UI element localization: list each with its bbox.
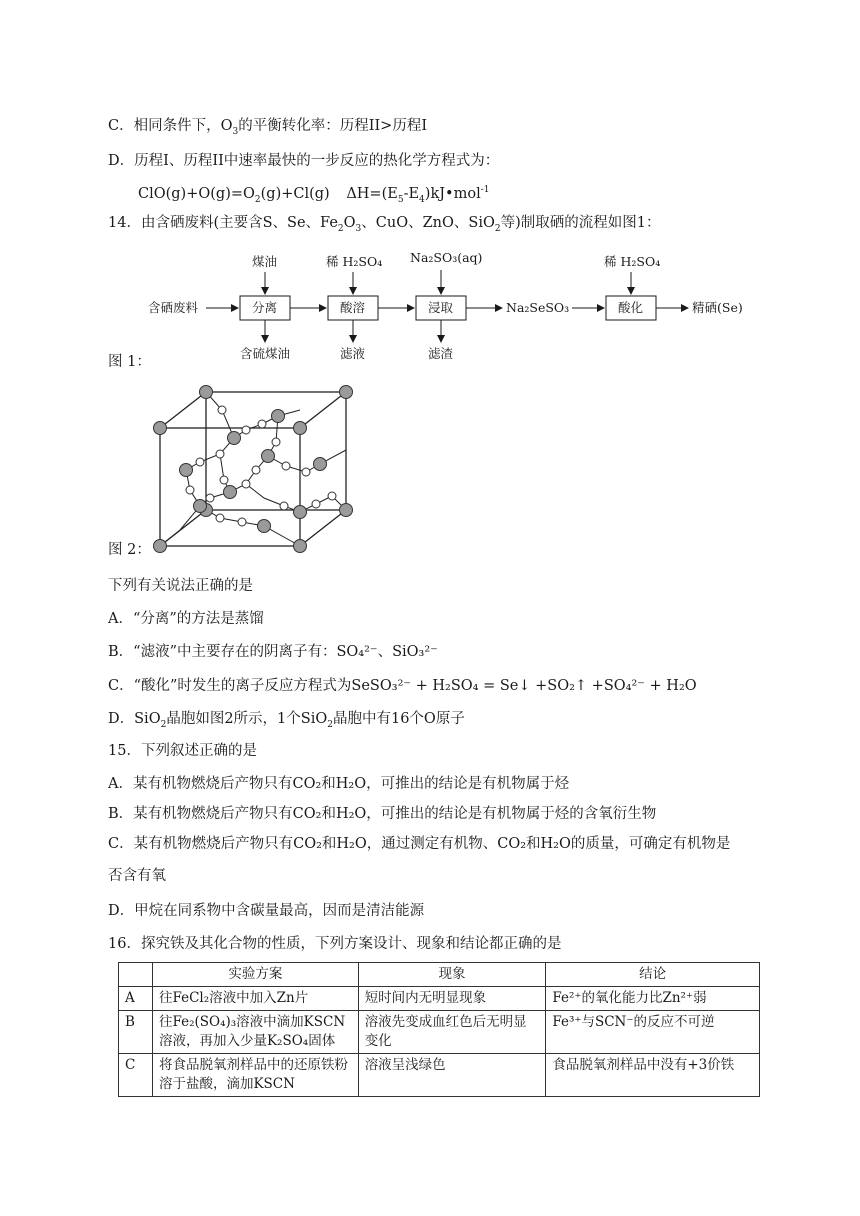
row-conclusion: Fe²⁺的氧化能力比Zn²⁺弱: [546, 987, 760, 1011]
q15-option-c-line1: C．某有机物燃烧后产物只有CO₂和H₂O，通过测定有机物、CO₂和H₂O的质量，可确定有机物是: [108, 836, 731, 852]
q14-option-d: D．SiO$_2$晶胞如图2所示，1个SiO$_2$晶胞中有16个O原子: [108, 711, 465, 730]
row-conclusion: 食品脱氧剂样品中没有+3价铁: [546, 1054, 760, 1097]
row-id: C: [119, 1054, 153, 1097]
flow-input: 含硒废料: [148, 300, 199, 315]
row-id: B: [119, 1011, 153, 1054]
table-header-cell: 实验方案: [152, 963, 358, 987]
flow-step2-output: 滤液: [340, 346, 366, 361]
flow-step4: 酸化: [618, 300, 644, 315]
figure1-label: 图 1：: [108, 354, 151, 370]
q15-option-d: D．甲烷在同系物中含碳量最高，因而是清洁能源: [108, 903, 425, 919]
flow-step1: 分离: [252, 300, 278, 315]
process-flow-diagram: [140, 244, 760, 362]
row-phenomenon: 溶液呈浅绿色: [358, 1054, 546, 1097]
table-header-cell: [119, 963, 153, 987]
table-header-row: [119, 963, 760, 987]
q16-stem: 16．探究铁及其化合物的性质，下列方案设计、现象和结论都正确的是: [108, 936, 562, 952]
q14-question: 下列有关说法正确的是: [108, 578, 253, 594]
flow-step1-input: 煤油: [252, 254, 278, 269]
table-row: [119, 1054, 760, 1097]
flow-step3: 浸取: [428, 300, 454, 315]
sio2-unit-cell-diagram: [150, 380, 360, 556]
figure2-label: 图 2：: [108, 542, 151, 558]
row-id: A: [119, 987, 153, 1011]
q14-option-b: B．“滤液”中主要存在的阴离子有：SO₄²⁻、SiO₃²⁻: [108, 644, 438, 660]
row-conclusion: Fe³⁺与SCN⁻的反应不可逆: [546, 1011, 760, 1054]
q13-option-c: C．相同条件下，$O_3$的平衡转化率：历程II>历程I: [108, 118, 428, 137]
row-plan: 往FeCl₂溶液中加入Zn片: [152, 987, 358, 1011]
table-header-cell: 现象: [358, 963, 546, 987]
flow-step3-input: Na₂SO₃(aq): [410, 250, 483, 265]
flow-intermediate: Na₂SeSO₃: [506, 300, 570, 315]
q15-option-b: B．某有机物燃烧后产物只有CO₂和H₂O，可推出的结论是有机物属于烃的含氧衍生物: [108, 806, 657, 822]
flow-step1-output: 含硫煤油: [240, 346, 291, 361]
q14-option-a: A．“分离”的方法是蒸馏: [108, 611, 264, 627]
row-plan: 将食品脱氧剂样品中的还原铁粉溶于盐酸，滴加KSCN: [152, 1054, 358, 1097]
flow-step2-input: 稀 H₂SO₄: [326, 254, 383, 269]
table-row: [119, 987, 760, 1011]
flow-step3-output: 滤渣: [428, 346, 454, 361]
q14-option-c: C．“酸化”时发生的离子反应方程式为SeSO₃²⁻ + H₂SO₄ = Se↓ +SO₂↑ +SO₄²⁻ + H₂O: [108, 678, 697, 694]
q15-option-c-line2: 否含有氧: [108, 868, 166, 884]
table-header-cell: 结论: [546, 963, 760, 987]
row-plan: 往Fe₂(SO₄)₃溶液中滴加KSCN溶液，再加入少量K₂SO₄固体: [152, 1011, 358, 1054]
q14-stem: 14．由含硒废料(主要含S、Se、$Fe_2O_3$、CuO、ZnO、SiO$_2$等)制取硒的流程如图1：: [108, 215, 661, 234]
flow-step2: 酸溶: [340, 300, 366, 315]
q13-option-d: D．历程I、历程II中速率最快的一步反应的热化学方程式为：: [108, 153, 500, 169]
q16-table: [118, 962, 760, 1097]
row-phenomenon: 短时间内无明显现象: [358, 987, 546, 1011]
table-row: [119, 1011, 760, 1054]
q13-equation: $ClO(g)+O(g)=O_2(g)+Cl(g)$ $\Delta H=(E_5-E_4)kJ•mol^{-1}$: [138, 185, 490, 205]
q15-stem: 15．下列叙述正确的是: [108, 743, 257, 759]
q15-option-a: A．某有机物燃烧后产物只有CO₂和H₂O，可推出的结论是有机物属于烃: [108, 776, 570, 792]
flow-product: 精硒(Se): [692, 300, 743, 315]
flow-step4-input: 稀 H₂SO₄: [604, 254, 661, 269]
row-phenomenon: 溶液先变成血红色后无明显变化: [358, 1011, 546, 1054]
